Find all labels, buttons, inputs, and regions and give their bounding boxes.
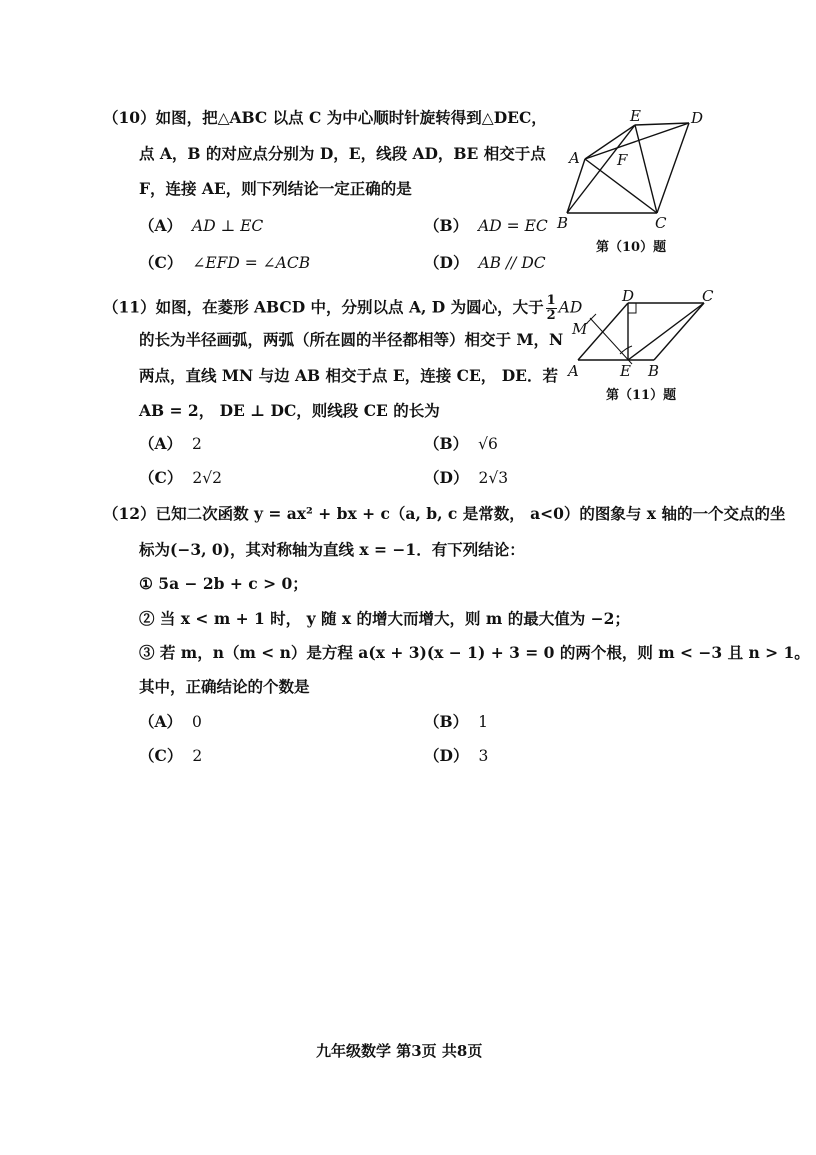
segment-be — [567, 125, 635, 213]
arc-mark-lower — [620, 346, 632, 354]
q12-option-a — [139, 712, 202, 732]
q12-line-2: 标为(−3, 0)，其对称轴为直线 x = −1．有下列结论： — [139, 540, 525, 559]
q11-option-d — [424, 468, 508, 488]
label-d: D — [691, 109, 704, 127]
q12-option-c — [139, 746, 202, 766]
option-text: 3 — [478, 747, 489, 765]
q11-option-b — [424, 434, 498, 454]
option-text: AB // DC — [478, 254, 546, 272]
label-a: A — [568, 362, 579, 380]
option-label: （C） — [139, 468, 183, 487]
q12-line-1: （12）已知二次函数 y = ax² + bx + c（a, b, c 是常数， a<0）的图象与 x 轴的一个交点的坐 — [103, 504, 786, 523]
label-e: E — [620, 362, 631, 380]
option-label: （B） — [424, 434, 469, 453]
q11-line-4: AB = 2， DE ⊥ DC，则线段 CE 的长为 — [139, 401, 440, 420]
q11-option-a — [139, 434, 202, 454]
option-label: （B） — [424, 712, 469, 731]
figure-10-caption: 第（10）题 — [596, 240, 667, 255]
q10-line-3: F，连接 AE，则下列结论一定正确的是 — [139, 179, 412, 198]
segment-ed — [635, 123, 689, 125]
option-text: 2 — [192, 747, 203, 765]
segment-dc — [657, 123, 689, 213]
fraction-numerator: 1 — [546, 293, 556, 308]
option-text: 0 — [192, 713, 202, 731]
option-label: （C） — [139, 746, 183, 765]
option-text: 2 — [192, 435, 202, 453]
q11-line-2: 的长为半径画弧，两弧（所在圆的半径都相等）相交于 M，N — [139, 330, 564, 349]
q12-line-3: ① 5a − 2b + c > 0； — [139, 574, 308, 593]
line-mn — [590, 318, 632, 364]
q12-line-5: ③ 若 m，n（m < n）是方程 a(x + 3)(x − 1) + 3 = 0 的两个根，则 m < −3 且 n > 1。 — [139, 643, 810, 662]
option-text: 2√2 — [192, 469, 222, 487]
label-b: B — [557, 214, 569, 230]
segment-cb — [654, 303, 704, 360]
option-text: √6 — [478, 435, 498, 453]
fraction — [546, 294, 557, 323]
option-label: （C） — [139, 253, 183, 272]
q12-line-6: 其中，正确结论的个数是 — [139, 677, 310, 696]
q12-option-d — [424, 746, 488, 766]
segment-ab — [567, 159, 585, 213]
label-m: M — [572, 320, 588, 338]
q11-frac-after: AD — [558, 298, 583, 317]
option-text: ∠EFD = ∠ACB — [192, 254, 311, 272]
segment-ce — [628, 303, 704, 360]
option-text: 2√3 — [478, 469, 509, 487]
q10-line-2: 点 A，B 的对应点分别为 D，E，线段 AD，BE 相交于点 — [139, 144, 546, 163]
segment-ad — [585, 123, 689, 159]
page-footer: 九年级数学 第3页 共8页 — [316, 1042, 483, 1060]
q12-line-4: ② 当 x < m + 1 时， y 随 x 的增大而增大，则 m 的最大值为 −2； — [139, 609, 630, 628]
label-a: A — [569, 149, 580, 167]
option-text: AD ⊥ EC — [192, 217, 264, 235]
q10-option-b — [424, 216, 548, 236]
label-d: D — [622, 290, 635, 305]
fraction-denominator: 2 — [546, 308, 556, 323]
option-label: （A） — [139, 712, 183, 731]
q10-option-d — [424, 253, 546, 273]
label-b: B — [648, 362, 660, 380]
segment-ae — [585, 125, 635, 159]
q11-option-c — [139, 468, 222, 488]
option-label: （D） — [424, 746, 469, 765]
q11-line-3: 两点，直线 MN 与边 AB 相交于点 E，连接 CE， DE．若 — [139, 366, 558, 385]
q10-option-c — [139, 253, 310, 273]
option-label: （A） — [139, 216, 183, 235]
option-label: （D） — [424, 253, 469, 272]
option-label: （D） — [424, 468, 469, 487]
label-c: C — [702, 290, 714, 305]
q11-line-1 — [103, 294, 582, 323]
q12-option-b — [424, 712, 488, 732]
option-label: （B） — [424, 216, 469, 235]
option-text: AD = EC — [478, 217, 548, 235]
figure-10 — [555, 105, 715, 230]
option-label: （A） — [139, 434, 183, 453]
q10-line-1: （10）如图，把△ABC 以点 C 为中心顺时针旋转得到△DEC， — [103, 108, 547, 127]
label-e: E — [630, 107, 641, 125]
q11-line-1-text: （11）如图，在菱形 ABCD 中，分别以点 A, D 为圆心，大于 — [103, 297, 544, 317]
figure-11-caption: 第（11）题 — [606, 388, 677, 403]
option-text: 1 — [478, 713, 488, 731]
q10-option-a — [139, 216, 263, 236]
label-c: C — [655, 214, 667, 230]
label-f: F — [617, 151, 628, 169]
figure-11 — [562, 290, 722, 380]
